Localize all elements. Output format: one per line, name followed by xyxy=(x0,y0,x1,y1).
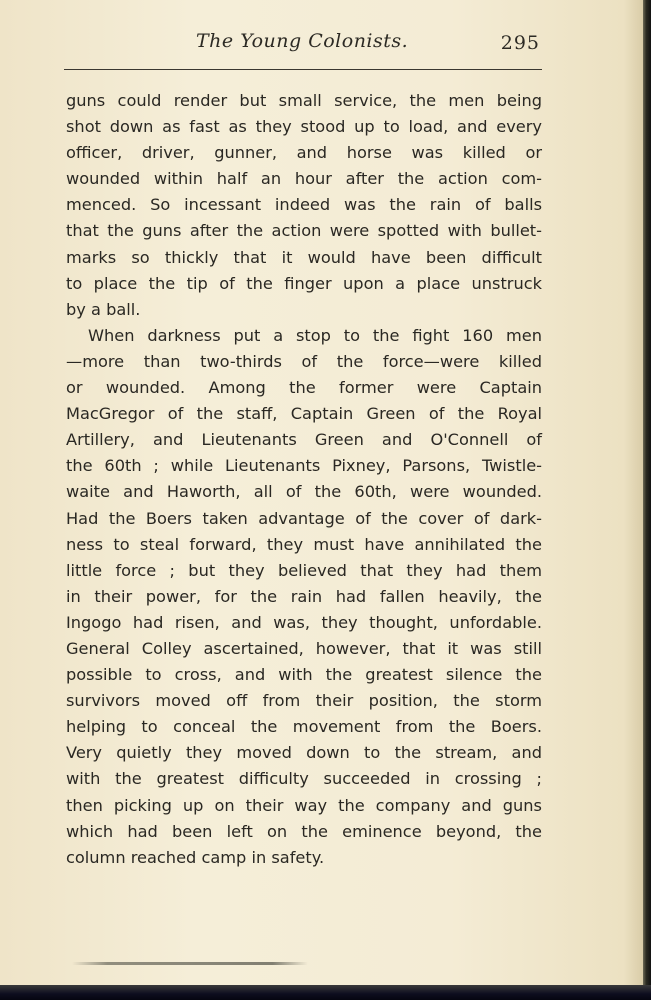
text-line: then picking up on their way the company and guns xyxy=(66,795,542,815)
text-line: —more than two-thirds of the force—were killed xyxy=(66,351,542,371)
header-rule xyxy=(64,69,542,70)
page-number: 295 xyxy=(500,32,540,54)
text-line: or wounded. Among the former were Captain xyxy=(66,378,542,398)
text-line: helping to conceal the movement from the Boers. xyxy=(66,717,542,737)
text-line: to place the tip of the finger upon a place unstruck xyxy=(66,273,542,293)
text-line: which had been left on the eminence beyond, the xyxy=(66,821,542,841)
body-text xyxy=(66,88,542,871)
text-line: Very quietly they moved down to the stream, and xyxy=(66,743,542,763)
running-title: The Young Colonists. xyxy=(196,30,409,52)
text-line: little force ; but they believed that they had them xyxy=(66,560,542,580)
text-line: wounded within half an hour after the action com- xyxy=(66,169,542,189)
text-line: with the greatest difficulty succeeded in crossing ; xyxy=(66,769,542,789)
text-line: the 60th ; while Lieutenants Pixney, Parsons, Twistle- xyxy=(66,456,542,476)
text-line: Ingogo had risen, and was, they thought, unfordable. xyxy=(66,612,542,632)
text-line: in their power, for the rain had fallen heavily, the xyxy=(66,586,542,606)
text-line: guns could render but small service, the men being xyxy=(66,91,542,110)
text-line: column reached camp in safety. xyxy=(66,847,325,867)
text-line: by a ball. xyxy=(66,299,141,319)
text-line: officer, driver, gunner, and horse was killed or xyxy=(66,143,542,163)
text-line: marks so thickly that it would have been difficult xyxy=(66,247,542,267)
scan-bottom-edge xyxy=(0,985,651,1000)
book-spine-edge xyxy=(643,0,651,1000)
text-line: Had the Boers taken advantage of the cover of dark- xyxy=(66,508,542,528)
text-line: General Colley ascertained, however, that it was still xyxy=(66,638,542,658)
text-line: waite and Haworth, all of the 60th, were wounded. xyxy=(66,482,542,502)
page-header xyxy=(66,30,540,60)
text-line: possible to cross, and with the greatest silence the xyxy=(66,665,542,685)
text-line: menced. So incessant indeed was the rain of balls xyxy=(66,195,542,215)
text-line: that the guns after the action were spotted with bullet- xyxy=(66,221,542,241)
text-line: ness to steal forward, they must have annihilated the xyxy=(66,534,542,554)
text-line: Artillery, and Lieutenants Green and O'Connell of xyxy=(66,430,542,450)
footer-smudge xyxy=(72,962,308,965)
text-line: MacGregor of the staff, Captain Green of the Royal xyxy=(66,404,542,424)
text-line: When darkness put a stop to the fight 160 men xyxy=(88,325,542,345)
text-line: survivors moved off from their position, the storm xyxy=(66,691,542,711)
text-line: shot down as fast as they stood up to load, and every xyxy=(66,117,542,137)
